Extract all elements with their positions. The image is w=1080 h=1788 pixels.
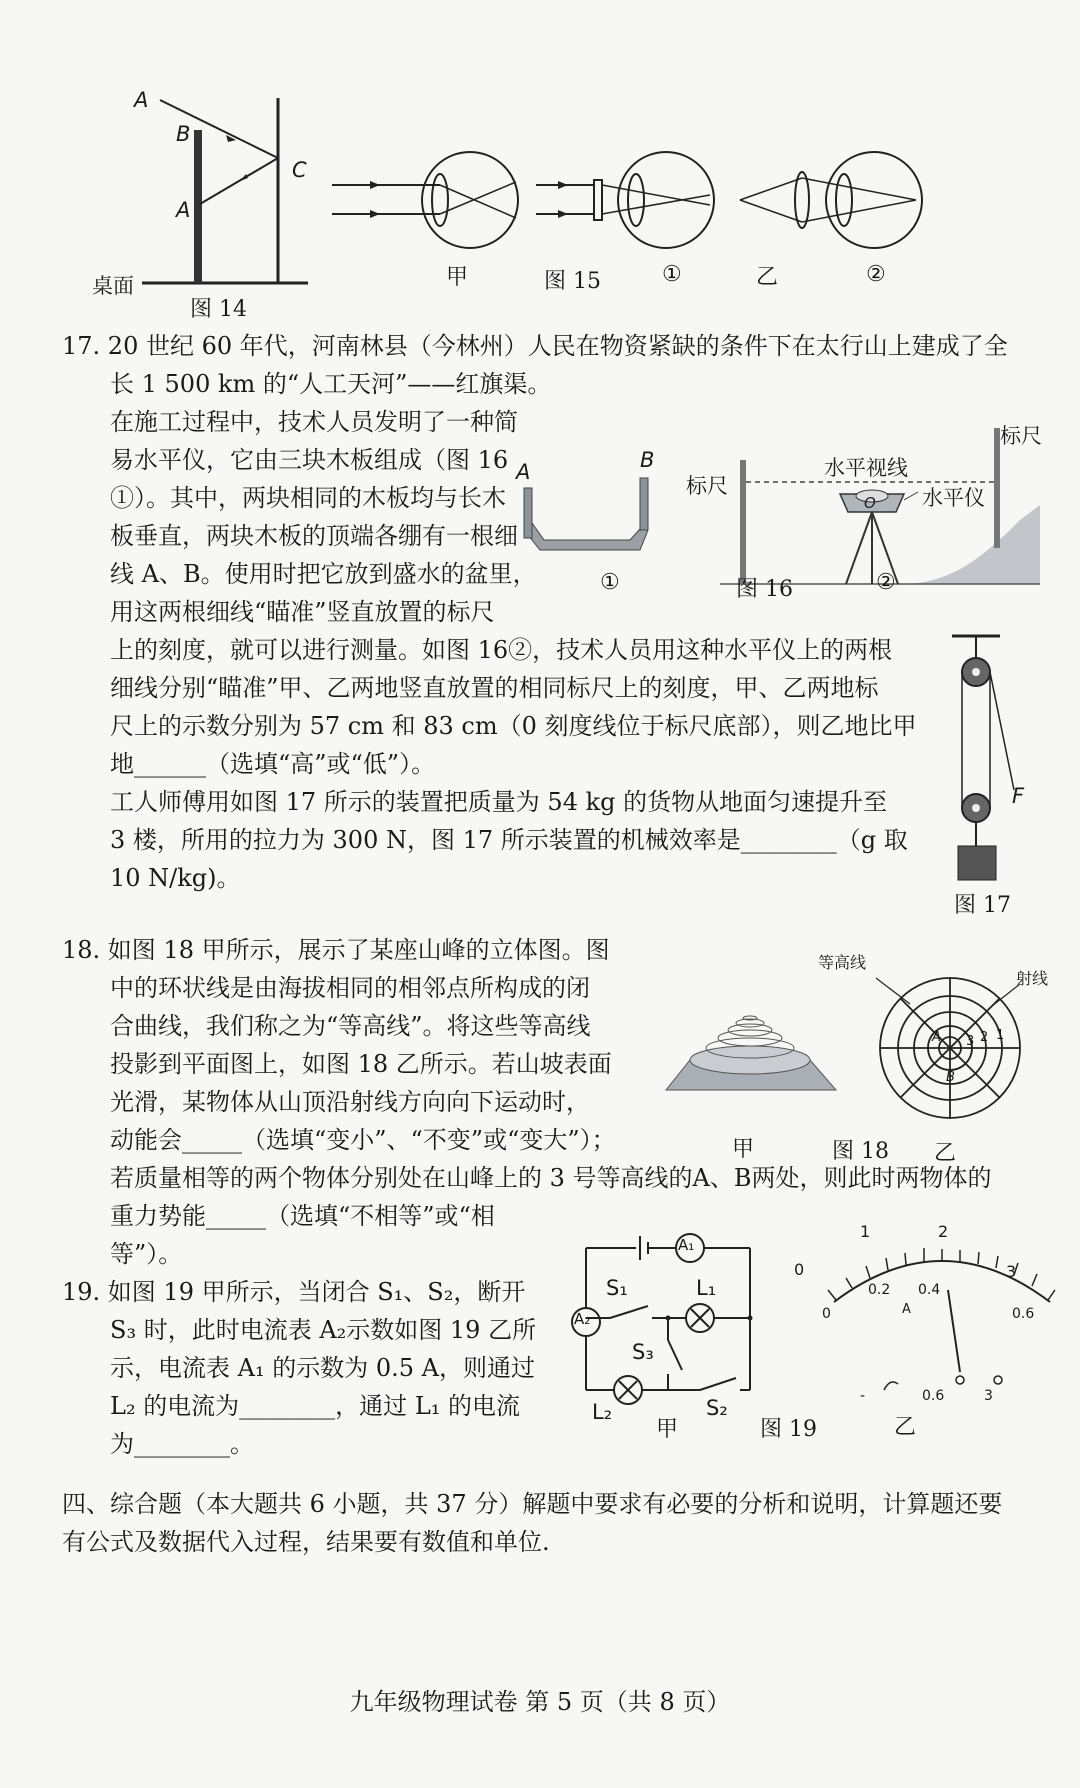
q18-line-3: 合曲线，我们称之为“等高线”。将这些等高线 xyxy=(110,1012,591,1040)
fig16-level-label: 水平仪 xyxy=(922,486,985,510)
fig15-yi: 乙 xyxy=(756,265,779,290)
q19-line-4: L₂ 的电流为________，通过 L₁ 的电流 xyxy=(110,1392,521,1420)
fig19-a2-label: A₂ xyxy=(574,1310,591,1328)
fig19-outer-1: 1 xyxy=(860,1222,871,1241)
fig19-outer-2: 2 xyxy=(938,1222,949,1241)
fig16-ruler-right: 标尺 xyxy=(1000,424,1042,448)
fig15-caption: 图 15 xyxy=(544,269,601,294)
q18-line-7: 若质量相等的两个物体分别处在山峰上的 3 号等高线的A、B两处，则此时两物体的 xyxy=(110,1164,992,1192)
fig19-outer-3: 3 xyxy=(1006,1262,1017,1281)
fig14-caption: 图 14 xyxy=(190,297,247,322)
fig19-term-3: 3 xyxy=(984,1388,993,1404)
fig19-term-06: 0.6 xyxy=(922,1388,945,1404)
q17-line-7: 线 A、B。使用时把它放到盛水的盆里， xyxy=(110,560,537,588)
q17-line-5: ①）。其中，两块相同的木板均与长木 xyxy=(110,484,506,512)
fig15-two: ② xyxy=(866,262,886,287)
fig19-outer-0: 0 xyxy=(794,1260,805,1279)
fig16-caption: 图 16 xyxy=(736,577,793,602)
q17-line-4: 易水平仪，它由三块木板组成（图 16 xyxy=(110,446,509,474)
q18-line-2: 中的环状线是由海拔相同的相邻点所构成的闭 xyxy=(110,974,590,1002)
fig18-contour-label: 等高线 xyxy=(818,953,867,972)
q19-line-1: 19. 如图 19 甲所示，当闭合 S₁、S₂，断开 xyxy=(62,1278,526,1306)
fig19-a1-label: A₁ xyxy=(678,1236,695,1254)
q17-line-3: 在施工过程中，技术人员发明了一种简 xyxy=(110,408,518,436)
fig19-inner-02: 0.2 xyxy=(868,1282,891,1298)
fig16-label-a: A xyxy=(516,460,531,484)
fig19-l1-label: L₁ xyxy=(696,1276,717,1300)
fig15-jia: 甲 xyxy=(446,265,469,290)
fig19-yi: 乙 xyxy=(894,1415,917,1440)
q17-line-11: 尺上的示数分别为 57 cm 和 83 cm（0 刻度线位于标尺底部），则乙地比甲 xyxy=(110,712,917,740)
section4-line-2: 有公式及数据代入过程，结果要有数值和单位. xyxy=(62,1528,550,1556)
fig17-force-label: F xyxy=(1012,784,1025,808)
q17-line-6: 板垂直，两块木板的顶端各绷有一根细 xyxy=(110,522,518,550)
fig19-s2-label: S₂ xyxy=(706,1396,728,1420)
section4-line-1: 四、综合题（本大题共 6 小题，共 37 分）解题中要求有必要的分析和说明，计算题还要 xyxy=(62,1490,1003,1518)
q18-line-6: 动能会_____（选填“变小”、“不变”或“变大”）； xyxy=(110,1126,616,1154)
fig16-ruler-left: 标尺 xyxy=(686,474,728,498)
fig14-label-a: A xyxy=(176,198,191,222)
fig18-num-1: 1 xyxy=(996,1028,1005,1043)
q17-line-15: 10 N/kg)。 xyxy=(110,864,241,892)
fig19-inner-06: 0.6 xyxy=(1012,1306,1035,1322)
fig18-jia: 甲 xyxy=(732,1137,755,1162)
fig18-num-3: 3 xyxy=(966,1034,975,1049)
fig14-table-label: 桌面 xyxy=(92,274,134,298)
fig19-caption: 图 19 xyxy=(760,1417,817,1442)
fig16-o: O xyxy=(864,494,876,512)
q19-line-3: 示，电流表 A₁ 的示数为 0.5 A，则通过 xyxy=(110,1354,535,1382)
fig19-s1-label: S₁ xyxy=(606,1276,628,1300)
q18-line-8: 重力势能_____（选填“不相等”或“相 xyxy=(110,1202,495,1230)
q17-line-1: 17. 20 世纪 60 年代，河南林县（今林州）人民在物资紧缺的条件下在太行山上建成了全 xyxy=(62,332,1008,360)
fig19-term-minus: - xyxy=(860,1388,866,1404)
q17-line-10: 细线分别“瞄准”甲、乙两地竖直放置的相同标尺上的刻度，甲、乙两地标 xyxy=(110,674,879,702)
fig16-two: ② xyxy=(876,570,896,595)
fig19-s3-label: S₃ xyxy=(632,1340,654,1364)
fig19-inner-0: 0 xyxy=(822,1306,831,1322)
q19-line-2: S₃ 时，此时电流表 A₂示数如图 19 乙所 xyxy=(110,1316,537,1344)
q18-line-1: 18. 如图 18 甲所示，展示了某座山峰的立体图。图 xyxy=(62,936,610,964)
fig19-unit: A xyxy=(902,1302,911,1317)
fig16-label-b: B xyxy=(640,448,655,472)
q17-line-9: 上的刻度，就可以进行测量。如图 16②，技术人员用这种水平仪上的两根 xyxy=(110,636,893,664)
q19-line-5: 为________。 xyxy=(110,1430,254,1458)
fig18-point-b: B xyxy=(946,1070,955,1085)
fig19-l2-label: L₂ xyxy=(592,1400,613,1424)
fig18-point-a: A xyxy=(932,1030,941,1045)
fig15-one: ① xyxy=(662,262,682,287)
fig18-num-2: 2 xyxy=(980,1030,989,1045)
fig17-caption: 图 17 xyxy=(954,893,1011,918)
q17-line-8: 用这两根细线“瞄准”竖直放置的标尺 xyxy=(110,598,495,626)
q18-line-4: 投影到平面图上，如图 18 乙所示。若山坡表面 xyxy=(110,1050,612,1078)
fig16-one: ① xyxy=(600,570,620,595)
q17-line-13: 工人师傅用如图 17 所示的装置把质量为 54 kg 的货物从地面匀速提升至 xyxy=(110,788,888,816)
fig18-ray-label: 射线 xyxy=(1016,969,1049,988)
fig14-label-a-tilde: A xyxy=(134,88,149,112)
page-footer: 九年级物理试卷 第 5 页（共 8 页） xyxy=(349,1688,731,1716)
fig19-jia: 甲 xyxy=(656,1417,679,1442)
fig14-label-b: B xyxy=(176,122,191,146)
fig19-inner-04: 0.4 xyxy=(918,1282,941,1298)
q17-line-12: 地______（选填“高”或“低”）。 xyxy=(110,750,436,778)
q17-line-2: 长 1 500 km 的“人工天河”——红旗渠。 xyxy=(110,370,552,398)
q17-line-14: 3 楼，所用的拉力为 300 N，图 17 所示装置的机械效率是________（g 取 xyxy=(110,826,908,854)
fig14-label-c: C xyxy=(292,158,307,182)
q18-line-5: 光滑，某物体从山顶沿射线方向向下运动时， xyxy=(110,1088,590,1116)
fig18-yi: 乙 xyxy=(934,1141,957,1166)
fig16-sight-line: 水平视线 xyxy=(824,456,908,480)
q18-line-9: 等”）。 xyxy=(110,1240,183,1268)
fig18-caption: 图 18 xyxy=(832,1139,889,1164)
